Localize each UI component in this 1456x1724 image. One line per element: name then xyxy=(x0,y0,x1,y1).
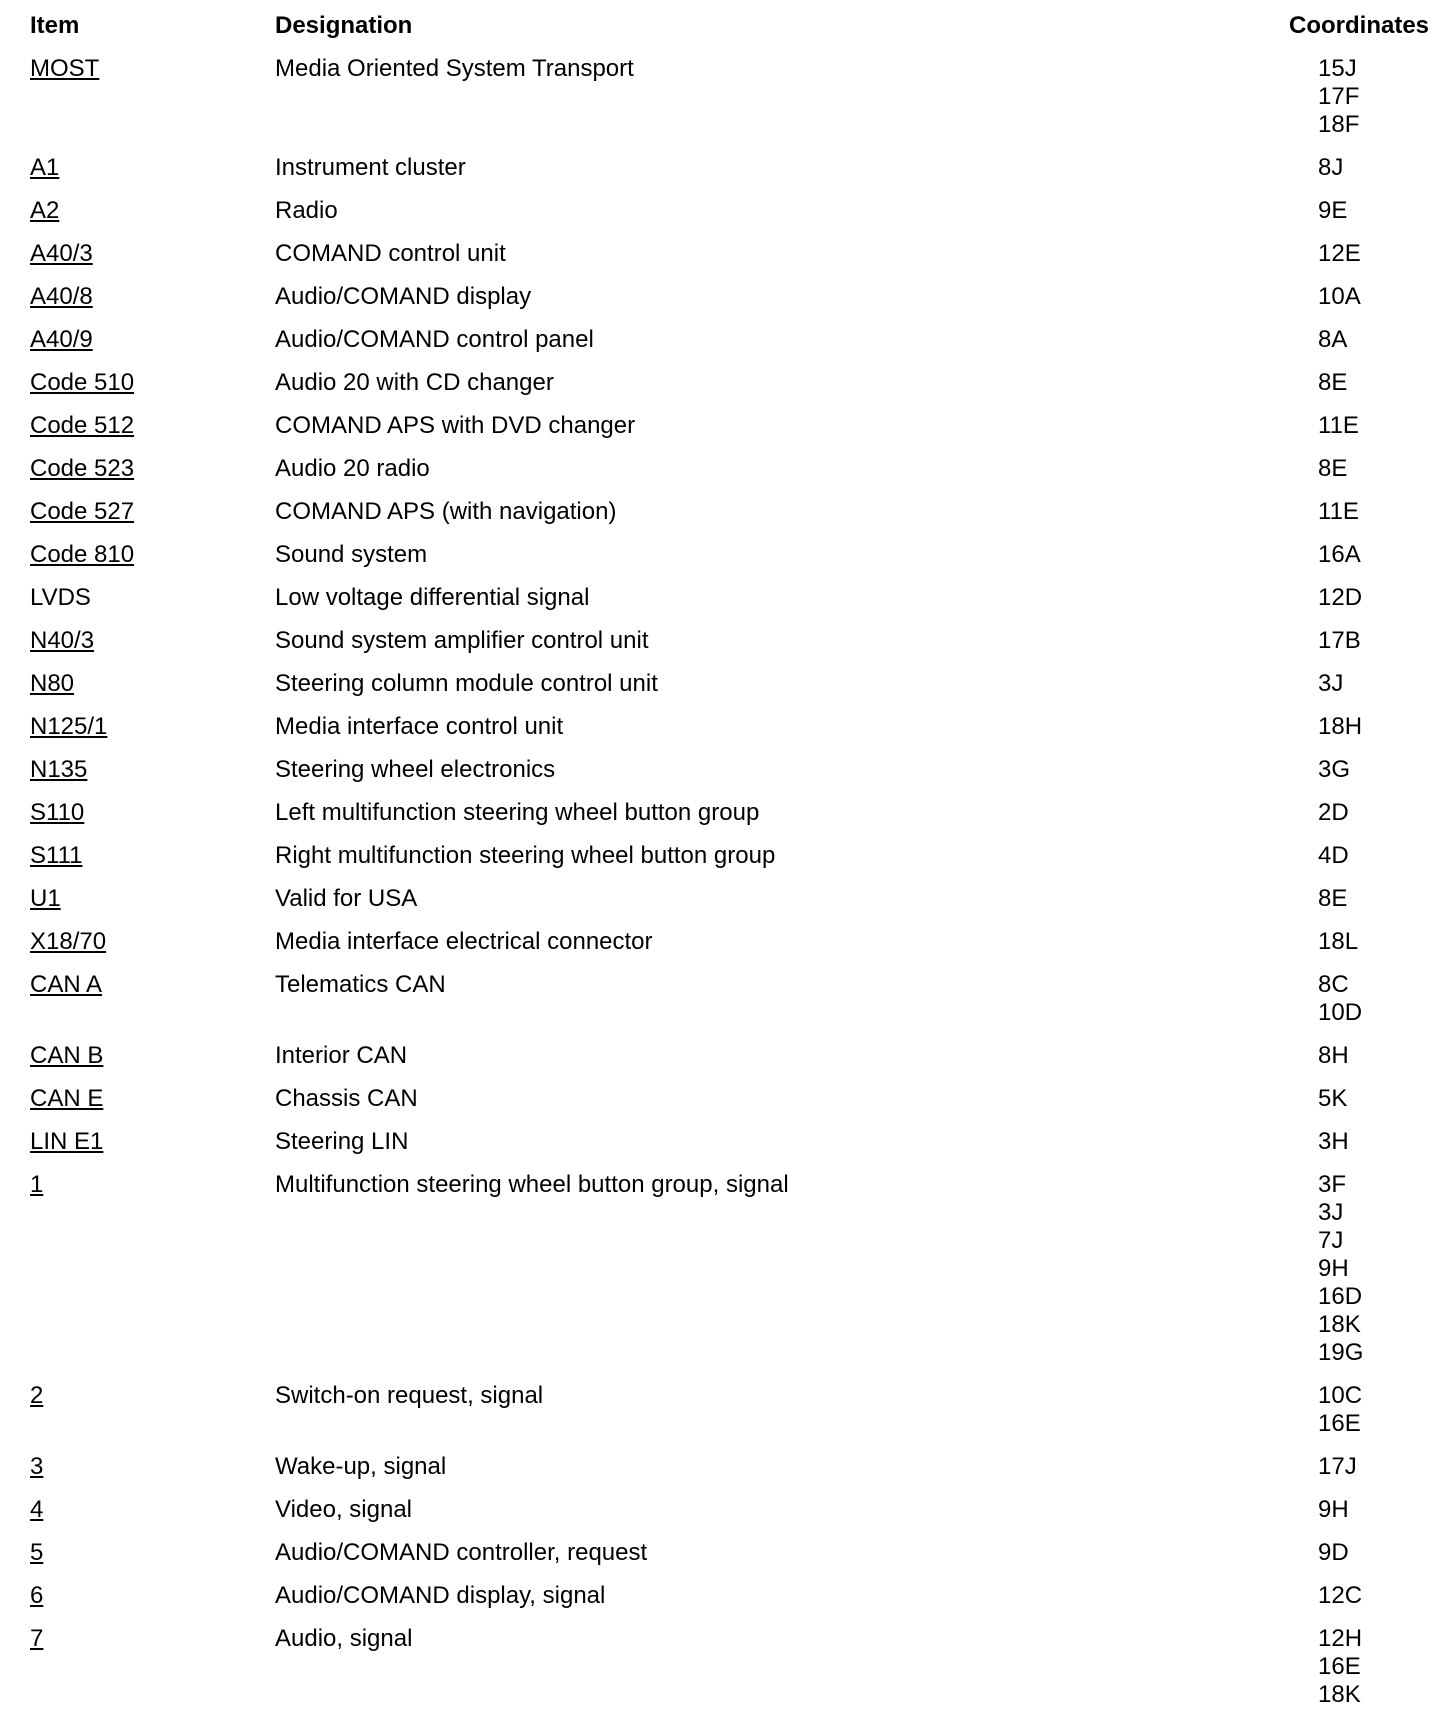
coordinates-list xyxy=(1318,154,1456,182)
designation-text: Multifunction steering wheel button group, signal xyxy=(275,1171,789,1198)
coordinates-list xyxy=(1318,842,1456,870)
coordinates-list xyxy=(1318,713,1456,741)
coordinate-value: 10C xyxy=(1318,1382,1363,1409)
coordinate-value: 10A xyxy=(1318,283,1361,310)
table-row xyxy=(0,240,1456,283)
item-link[interactable]: CAN E xyxy=(30,1085,104,1112)
table-row xyxy=(0,670,1456,713)
coordinate-value: 8J xyxy=(1318,154,1344,181)
table-row xyxy=(0,842,1456,885)
designation-text: Left multifunction steering wheel button group xyxy=(275,799,760,826)
coordinate-value: 16D xyxy=(1318,1283,1363,1310)
item-link[interactable]: S110 xyxy=(30,799,85,826)
item-link[interactable]: N125/1 xyxy=(30,713,108,740)
coordinate-value: 8E xyxy=(1318,455,1348,482)
coordinate-value: 18F xyxy=(1318,111,1360,138)
coordinates-list xyxy=(1318,1496,1456,1524)
table-row xyxy=(0,369,1456,412)
coordinate-value: 9H xyxy=(1318,1496,1349,1523)
coordinate-value: 2D xyxy=(1318,799,1349,826)
coordinate-value: 18K xyxy=(1318,1681,1361,1708)
coordinates-list xyxy=(1318,326,1456,354)
designation-text: COMAND control unit xyxy=(275,240,506,267)
table-row xyxy=(0,627,1456,670)
coordinate-value: 8E xyxy=(1318,369,1348,396)
designation-text: Instrument cluster xyxy=(275,154,466,181)
table-row xyxy=(0,885,1456,928)
designation-text: Audio, signal xyxy=(275,1625,413,1652)
designation-text: Video, signal xyxy=(275,1496,412,1523)
coordinates-list xyxy=(1318,412,1456,440)
coordinate-value: 17F xyxy=(1318,83,1360,110)
coordinate-value: 9D xyxy=(1318,1539,1349,1566)
item-link[interactable]: 4 xyxy=(30,1496,44,1523)
table-row xyxy=(0,283,1456,326)
coordinate-value: 8E xyxy=(1318,885,1348,912)
designation-text: Audio/COMAND display, signal xyxy=(275,1582,606,1609)
designation-text: Interior CAN xyxy=(275,1042,408,1069)
coordinate-value: 17J xyxy=(1318,1453,1357,1480)
coordinates-list xyxy=(1318,756,1456,784)
coordinate-value: 8C xyxy=(1318,971,1349,998)
coordinates-list xyxy=(1318,799,1456,827)
coordinate-value: 16A xyxy=(1318,541,1361,568)
item-link[interactable]: N80 xyxy=(30,670,75,697)
coordinate-value: 12E xyxy=(1318,240,1361,267)
coordinates-list xyxy=(1318,55,1456,139)
designation-text: Sound system xyxy=(275,541,428,568)
designation-text: Steering wheel electronics xyxy=(275,756,556,783)
table-row xyxy=(0,1128,1456,1171)
coordinates-list xyxy=(1318,971,1456,1027)
coordinate-value: 4D xyxy=(1318,842,1349,869)
coordinates-list xyxy=(1318,1582,1456,1610)
coordinate-value: 18K xyxy=(1318,1311,1361,1338)
designation-text: Chassis CAN xyxy=(275,1085,418,1112)
table-row xyxy=(0,584,1456,627)
designation-text: Media Oriented System Transport xyxy=(275,55,634,82)
coordinate-value: 3J xyxy=(1318,670,1344,697)
item-link[interactable]: CAN B xyxy=(30,1042,104,1069)
coordinate-value: 11E xyxy=(1318,498,1359,525)
item-link[interactable]: 3 xyxy=(30,1453,44,1480)
item-link[interactable]: Code 527 xyxy=(30,498,135,525)
table-row xyxy=(0,541,1456,584)
coordinates-list xyxy=(1318,240,1456,268)
table-row xyxy=(0,928,1456,971)
designation-text: COMAND APS with DVD changer xyxy=(275,412,636,439)
coordinate-value: 16E xyxy=(1318,1410,1361,1437)
designation-text: COMAND APS (with navigation) xyxy=(275,498,617,525)
coordinate-value: 8H xyxy=(1318,1042,1349,1069)
coordinate-value: 18L xyxy=(1318,928,1359,955)
table-row xyxy=(0,1453,1456,1496)
coordinates-list xyxy=(1318,369,1456,397)
designation-text: Audio 20 radio xyxy=(275,455,430,482)
item-link[interactable]: N135 xyxy=(30,756,88,783)
table-row xyxy=(0,713,1456,756)
coordinates-list xyxy=(1318,1382,1456,1438)
header-designation: Designation xyxy=(275,12,413,39)
item-link[interactable]: CAN A xyxy=(30,971,103,998)
table-row xyxy=(0,756,1456,799)
item-link[interactable]: LIN E1 xyxy=(30,1128,104,1155)
item-link[interactable]: 1 xyxy=(30,1171,44,1198)
designation-text: Steering column module control unit xyxy=(275,670,658,697)
table-row xyxy=(0,1171,1456,1382)
coordinate-value: 3G xyxy=(1318,756,1351,783)
table-row xyxy=(0,55,1456,154)
item-link[interactable]: A40/3 xyxy=(30,240,93,267)
item-link[interactable]: A40/8 xyxy=(30,283,93,310)
designation-text: Steering LIN xyxy=(275,1128,409,1155)
header-item: Item xyxy=(30,12,80,39)
coordinate-value: 12H xyxy=(1318,1625,1363,1652)
designation-text: Audio 20 with CD changer xyxy=(275,369,554,396)
coordinate-value: 9H xyxy=(1318,1255,1349,1282)
coordinate-value: 3H xyxy=(1318,1128,1349,1155)
item-link[interactable]: A1 xyxy=(30,154,60,181)
header-coordinates: Coordinates xyxy=(1289,12,1430,39)
designation-text: Telematics CAN xyxy=(275,971,446,998)
item-link[interactable]: 6 xyxy=(30,1582,44,1609)
item-link[interactable]: A40/9 xyxy=(30,326,93,353)
item-link[interactable]: 5 xyxy=(30,1539,44,1566)
designation-text: Media interface electrical connector xyxy=(275,928,653,955)
designation-text: Right multifunction steering wheel button group xyxy=(275,842,776,869)
item-link[interactable]: MOST xyxy=(30,55,100,82)
coordinates-list xyxy=(1318,1085,1456,1113)
coordinate-value: 9E xyxy=(1318,197,1348,224)
designation-text: Wake-up, signal xyxy=(275,1453,447,1480)
item-link[interactable]: Code 510 xyxy=(30,369,135,396)
coordinate-value: 12D xyxy=(1318,584,1363,611)
coordinate-value: 18H xyxy=(1318,713,1363,740)
coordinates-list xyxy=(1318,283,1456,311)
coordinates-list xyxy=(1318,1453,1456,1481)
coordinate-value: 5K xyxy=(1318,1085,1348,1112)
item-link[interactable]: A2 xyxy=(30,197,60,224)
table-row xyxy=(0,799,1456,842)
designation-text: Low voltage differential signal xyxy=(275,584,590,611)
coordinates-list xyxy=(1318,455,1456,483)
table-row xyxy=(0,1042,1456,1085)
coordinate-value: 8A xyxy=(1318,326,1348,353)
item-link[interactable]: N40/3 xyxy=(30,627,95,654)
coordinate-value: 3J xyxy=(1318,1199,1344,1226)
designation-text: Sound system amplifier control unit xyxy=(275,627,649,654)
designation-text: Valid for USA xyxy=(275,885,418,912)
coordinate-value: 10D xyxy=(1318,999,1363,1026)
table-row xyxy=(0,971,1456,1042)
item-link[interactable]: U1 xyxy=(30,885,61,912)
coordinates-list xyxy=(1318,928,1456,956)
coordinates-list xyxy=(1318,1042,1456,1070)
coordinates-list xyxy=(1318,498,1456,526)
table-row xyxy=(0,455,1456,498)
coordinates-list xyxy=(1318,197,1456,225)
table-row xyxy=(0,197,1456,240)
item-link[interactable]: Code 810 xyxy=(30,541,135,568)
coordinates-list xyxy=(1318,627,1456,655)
table-row xyxy=(0,1625,1456,1724)
coordinates-list xyxy=(1318,1539,1456,1567)
designation-text: Audio/COMAND display xyxy=(275,283,532,310)
table-row xyxy=(0,1496,1456,1539)
coordinate-value: 16E xyxy=(1318,1653,1361,1680)
item-link[interactable]: Code 523 xyxy=(30,455,135,482)
table-row xyxy=(0,498,1456,541)
coordinate-value: 12C xyxy=(1318,1582,1363,1609)
designation-text: Switch-on request, signal xyxy=(275,1382,544,1409)
item-label: LVDS xyxy=(30,584,91,611)
designation-text: Media interface control unit xyxy=(275,713,564,740)
table-header xyxy=(0,12,1456,42)
coordinates-list xyxy=(1318,1171,1456,1367)
table-row xyxy=(0,412,1456,455)
item-link[interactable]: X18/70 xyxy=(30,928,107,955)
coordinate-value: 3F xyxy=(1318,1171,1347,1198)
item-link[interactable]: 7 xyxy=(30,1625,44,1652)
designation-text: Radio xyxy=(275,197,338,224)
coordinate-value: 11E xyxy=(1318,412,1359,439)
table-row xyxy=(0,1382,1456,1453)
designation-text: Audio/COMAND controller, request xyxy=(275,1539,648,1566)
coordinates-list xyxy=(1318,541,1456,569)
coordinates-list xyxy=(1318,584,1456,612)
table-row xyxy=(0,326,1456,369)
designation-text: Audio/COMAND control panel xyxy=(275,326,594,353)
coordinate-value: 19G xyxy=(1318,1339,1364,1366)
table-row xyxy=(0,1085,1456,1128)
table-row xyxy=(0,1582,1456,1625)
coordinate-value: 17B xyxy=(1318,627,1361,654)
coordinates-list xyxy=(1318,1625,1456,1709)
coordinates-list xyxy=(1318,670,1456,698)
coordinate-value: 15J xyxy=(1318,55,1357,82)
coordinate-value: 7J xyxy=(1318,1227,1344,1254)
item-link[interactable]: Code 512 xyxy=(30,412,135,439)
table-row xyxy=(0,154,1456,197)
item-link[interactable]: S111 xyxy=(30,842,83,869)
legend-rows xyxy=(0,55,1456,1724)
table-row xyxy=(0,1539,1456,1582)
coordinates-list xyxy=(1318,885,1456,913)
item-link[interactable]: 2 xyxy=(30,1382,44,1409)
coordinates-list xyxy=(1318,1128,1456,1156)
